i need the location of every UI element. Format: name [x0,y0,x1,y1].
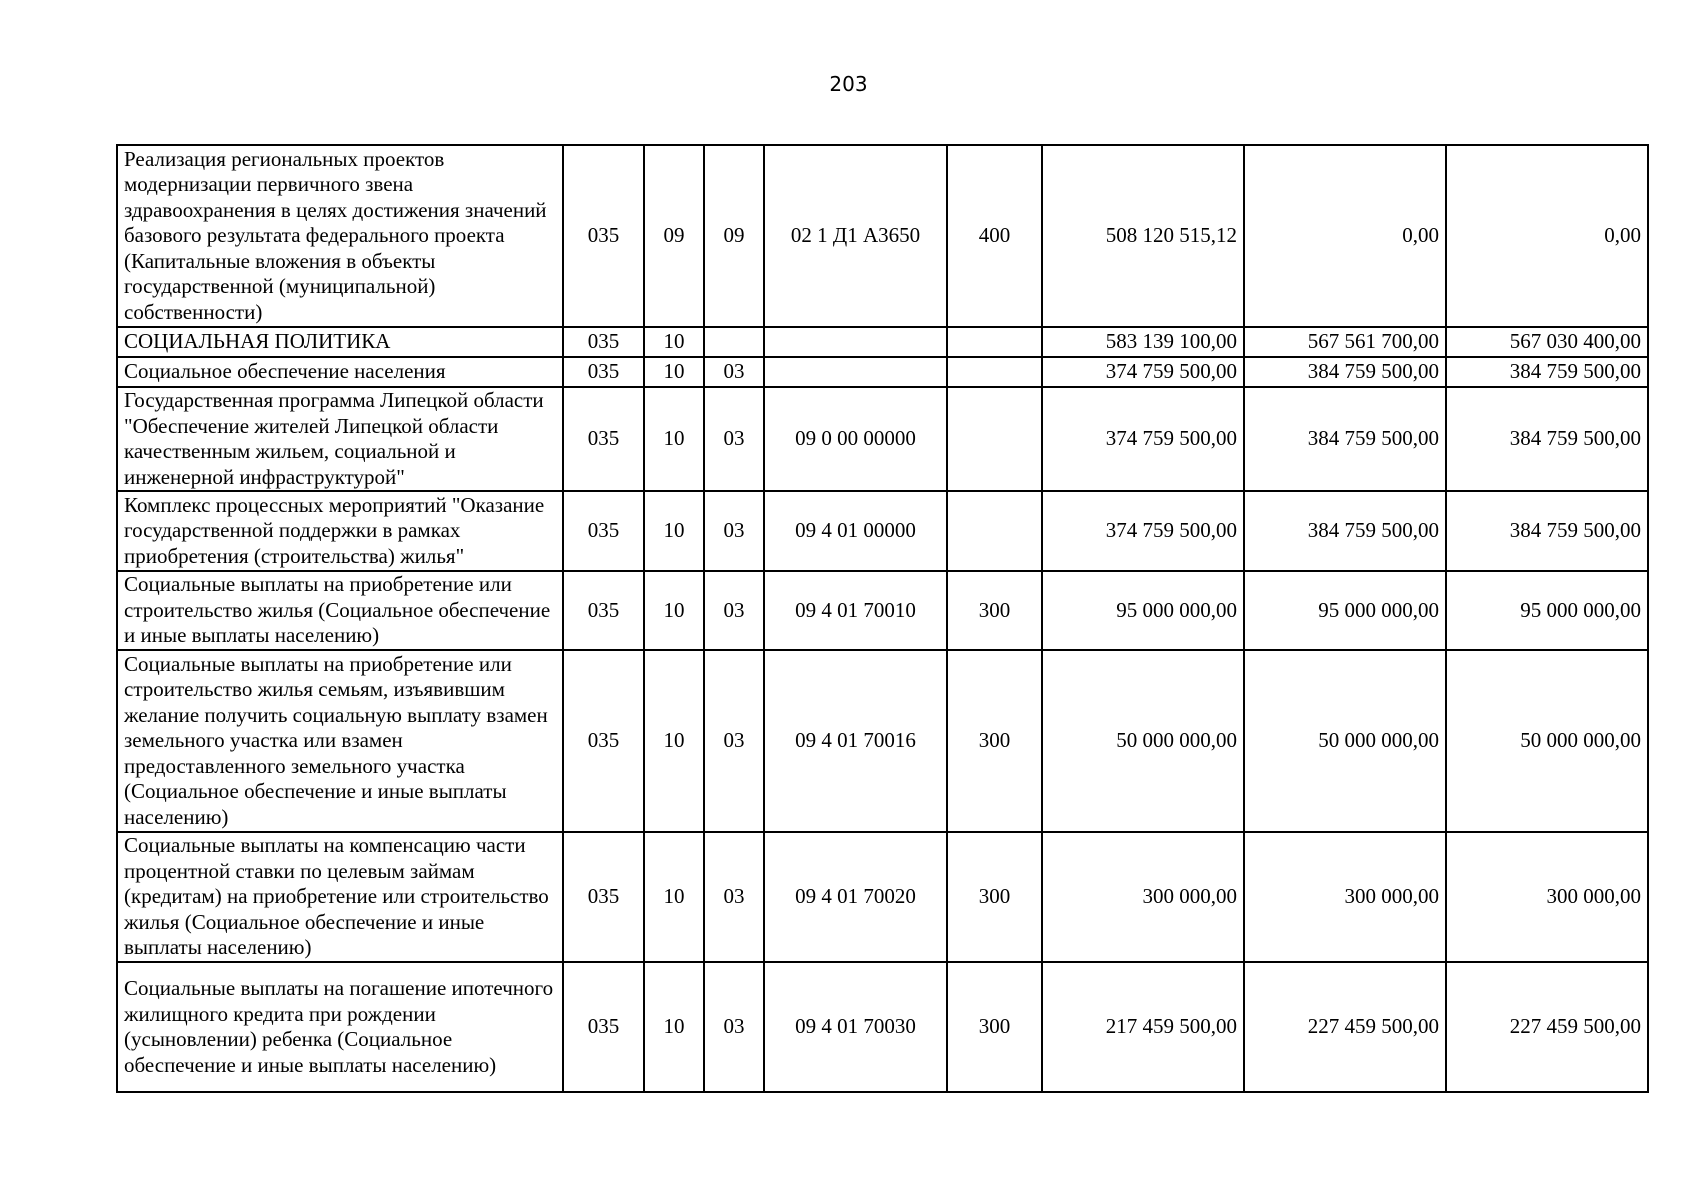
budget-table [116,144,1649,1093]
cell-sum-1: 374 759 500,00 [1042,491,1244,571]
table-row [117,962,1648,1092]
cell-csr: 09 4 01 70016 [764,650,947,832]
table-row [117,832,1648,962]
cell-pr: 03 [704,571,764,650]
cell-sum-3: 384 759 500,00 [1446,387,1648,491]
row-description: Социальные выплаты на компенсацию части процентной ставки по целевым займам (кредитам) на приобретение или строительство жилья (Социальное обеспечение и иные выплаты населению) [117,832,563,962]
cell-pr: 03 [704,357,764,387]
cell-ved: 035 [563,145,644,327]
cell-rz: 10 [644,650,704,832]
cell-csr: 09 4 01 70020 [764,832,947,962]
cell-pr: 03 [704,387,764,491]
cell-sum-3: 0,00 [1446,145,1648,327]
cell-pr: 03 [704,650,764,832]
cell-pr: 03 [704,962,764,1092]
table-row [117,357,1648,387]
table-row [117,145,1648,327]
cell-sum-1: 583 139 100,00 [1042,327,1244,357]
row-description: СОЦИАЛЬНАЯ ПОЛИТИКА [117,327,563,357]
cell-sum-3: 384 759 500,00 [1446,357,1648,387]
cell-sum-2: 50 000 000,00 [1244,650,1446,832]
cell-vr [947,387,1042,491]
page-number: 203 [829,72,868,96]
cell-sum-3: 50 000 000,00 [1446,650,1648,832]
cell-rz: 10 [644,962,704,1092]
cell-sum-1: 374 759 500,00 [1042,387,1244,491]
cell-sum-2: 384 759 500,00 [1244,491,1446,571]
cell-vr: 300 [947,962,1042,1092]
cell-ved: 035 [563,387,644,491]
table-row [117,387,1648,491]
cell-sum-2: 95 000 000,00 [1244,571,1446,650]
cell-sum-1: 300 000,00 [1042,832,1244,962]
cell-ved: 035 [563,571,644,650]
cell-ved: 035 [563,650,644,832]
cell-csr: 09 4 01 00000 [764,491,947,571]
cell-ved: 035 [563,357,644,387]
cell-sum-3: 227 459 500,00 [1446,962,1648,1092]
cell-vr [947,491,1042,571]
cell-pr: 09 [704,145,764,327]
cell-ved: 035 [563,327,644,357]
cell-sum-3: 567 030 400,00 [1446,327,1648,357]
cell-sum-2: 227 459 500,00 [1244,962,1446,1092]
cell-pr: 03 [704,491,764,571]
cell-sum-2: 384 759 500,00 [1244,387,1446,491]
cell-sum-1: 217 459 500,00 [1042,962,1244,1092]
table-row [117,650,1648,832]
cell-sum-2: 567 561 700,00 [1244,327,1446,357]
cell-vr: 400 [947,145,1042,327]
table-row [117,491,1648,571]
cell-sum-2: 300 000,00 [1244,832,1446,962]
table-row [117,327,1648,357]
cell-sum-1: 508 120 515,12 [1042,145,1244,327]
cell-sum-3: 95 000 000,00 [1446,571,1648,650]
cell-rz: 10 [644,491,704,571]
cell-csr: 02 1 Д1 А3650 [764,145,947,327]
cell-sum-3: 384 759 500,00 [1446,491,1648,571]
cell-rz: 10 [644,571,704,650]
cell-csr: 09 4 01 70030 [764,962,947,1092]
cell-rz: 10 [644,387,704,491]
row-description: Социальные выплаты на погашение ипотечного жилищного кредита при рождении (усыновлении) ребенка (Социальное обеспечение и иные выплаты населению) [117,962,563,1092]
cell-rz: 09 [644,145,704,327]
cell-sum-1: 374 759 500,00 [1042,357,1244,387]
row-description: Социальные выплаты на приобретение или строительство жилья семьям, изъявившим желание получить социальную выплату взамен земельного участка или взамен предоставленного земельного участка (Социальное обеспечение и иные выплаты населению) [117,650,563,832]
row-description: Комплекс процессных мероприятий "Оказание государственной поддержки в рамках приобретения (строительства) жилья" [117,491,563,571]
cell-ved: 035 [563,962,644,1092]
row-description: Государственная программа Липецкой области "Обеспечение жителей Липецкой области качественным жильем, социальной и инженерной инфраструктурой" [117,387,563,491]
row-description: Реализация региональных проектов модернизации первичного звена здравоохранения в целях достижения значений базового результата федерального проекта (Капитальные вложения в объекты государственной (муниципальной) собственности) [117,145,563,327]
cell-sum-2: 0,00 [1244,145,1446,327]
cell-vr: 300 [947,571,1042,650]
cell-vr: 300 [947,650,1042,832]
cell-pr: 03 [704,832,764,962]
cell-pr [704,327,764,357]
cell-sum-3: 300 000,00 [1446,832,1648,962]
cell-vr [947,327,1042,357]
table-row [117,571,1648,650]
cell-sum-1: 50 000 000,00 [1042,650,1244,832]
row-description: Социальное обеспечение населения [117,357,563,387]
cell-csr [764,357,947,387]
row-description: Социальные выплаты на приобретение или строительство жилья (Социальное обеспечение и иные выплаты населению) [117,571,563,650]
cell-csr: 09 4 01 70010 [764,571,947,650]
cell-rz: 10 [644,357,704,387]
cell-vr: 300 [947,832,1042,962]
cell-ved: 035 [563,491,644,571]
cell-csr: 09 0 00 00000 [764,387,947,491]
cell-vr [947,357,1042,387]
cell-csr [764,327,947,357]
cell-sum-2: 384 759 500,00 [1244,357,1446,387]
cell-rz: 10 [644,832,704,962]
cell-sum-1: 95 000 000,00 [1042,571,1244,650]
cell-ved: 035 [563,832,644,962]
cell-rz: 10 [644,327,704,357]
